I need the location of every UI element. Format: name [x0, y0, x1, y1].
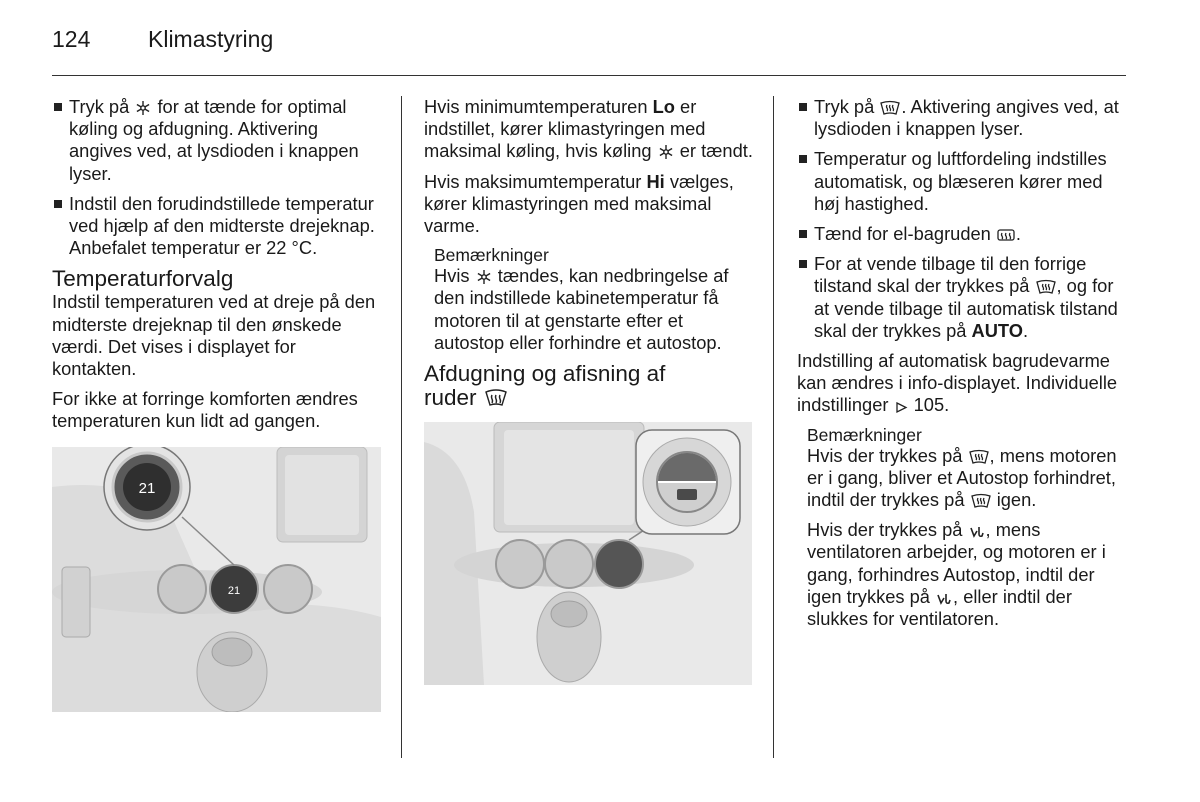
fan-off-icon — [969, 525, 985, 539]
text: Hvis der trykkes på — [807, 444, 963, 466]
section-heading-temperature: Temperaturforvalg — [52, 266, 234, 292]
windscreen-defrost-icon — [971, 493, 991, 509]
paragraph-hi — [424, 171, 754, 238]
bullet-ac-button — [52, 96, 382, 185]
heading-line: Afdugning og afisning af — [424, 361, 666, 387]
lo-label: Lo — [652, 96, 675, 117]
fan-off-icon — [936, 592, 952, 606]
text: Tryk på — [69, 96, 130, 117]
paragraph: Indstil temperaturen ved at dreje på den midterste drejeknap til den ønskede værdi. Det vises i displayet for kontakten. — [52, 291, 376, 380]
note-title: Bemærkninger — [434, 245, 549, 266]
bullet-defrost-button — [797, 96, 1127, 140]
windscreen-defrost-icon — [969, 449, 989, 465]
text: , mens motoren er i gang, bliver et Autostop forhindret, indtil der trykkes på — [807, 444, 1117, 511]
bullet-auto-settings: Temperatur og luftfordeling indstilles automatisk, og blæseren kører med høj hastighed. — [797, 148, 1127, 215]
text: for at tænde for optimal køling og afdugning. Aktivering angives ved, at lysdioden i knappen lyser. — [69, 96, 359, 184]
note-text — [434, 265, 754, 354]
rear-window-heating-icon — [997, 229, 1015, 243]
text: . — [1015, 223, 1022, 245]
knob-small-display: 21 — [227, 584, 241, 597]
note-block — [807, 425, 1127, 631]
text: er indstillet, kører klimastyringen med maksimal køling, hvis køling — [424, 96, 706, 162]
note-text — [807, 445, 1127, 512]
text: For at vende tilbage til den forrige tilstand skal der trykkes på — [814, 253, 1087, 297]
column-3 — [797, 96, 1127, 638]
column-divider-2 — [773, 96, 774, 758]
snowflake-icon — [476, 269, 492, 285]
column-divider-1 — [401, 96, 402, 758]
text: Hvis — [434, 265, 470, 287]
bullet-preset-temperature: Indstil den forudindstillede temperatur ved hjælp af den midterste drejeknap. Anbefalet temperatur er 22 °C. — [52, 193, 382, 260]
note-title: Bemærkninger — [807, 424, 922, 445]
text: . Aktivering angives ved, at lysdioden i knappen lyser. — [814, 96, 1119, 140]
text: Tænd for el-bagruden — [814, 223, 991, 245]
text: tændes, kan nedbringelse af den indstillede kabinetemperatur få motoren til at genstarte efter et autostop eller forhindre et autostop. — [434, 265, 729, 353]
text: Tryk på — [814, 96, 875, 117]
text: Hvis minimumtemperaturen — [424, 96, 648, 117]
header-rule — [52, 75, 1126, 76]
text: er tændt. — [679, 140, 753, 162]
paragraph-lo — [424, 96, 754, 163]
text: Hvis der trykkes på — [807, 519, 963, 541]
column-1 — [52, 96, 382, 712]
paragraph: For ikke at forringe komforten ændres temperaturen kun lidt ad gangen. — [52, 388, 358, 432]
figure-climate-knob — [52, 447, 381, 712]
note-text — [807, 519, 1127, 630]
text: vælges, kører klimastyringen med maksimal varme. — [424, 170, 734, 237]
text: Indstilling af automatisk bagrudevarme kan ændres i info-displayet. Individuelle indstillinger — [797, 350, 1118, 416]
windscreen-defrost-icon — [1036, 279, 1056, 295]
page-number: 124 — [52, 26, 91, 52]
text: igen. — [996, 489, 1037, 511]
snowflake-icon — [658, 144, 674, 160]
bullet-rear-window — [797, 223, 1127, 245]
windscreen-defrost-icon — [484, 388, 508, 408]
windscreen-defrost-icon — [880, 100, 900, 116]
defrost-button-illustration — [424, 422, 752, 685]
hi-label: Hi — [646, 170, 665, 192]
figure-defrost-button — [424, 422, 752, 685]
snowflake-icon — [135, 100, 151, 116]
climate-knob-illustration — [52, 447, 381, 712]
note-block — [434, 245, 754, 354]
column-2 — [424, 96, 754, 685]
text: Hvis maksimumtemperatur — [424, 170, 642, 192]
chapter-title: Klimastyring — [148, 26, 274, 52]
text: . — [1022, 319, 1029, 341]
text: , og for at vende tilbage til automatisk tilstand skal der trykkes på — [814, 275, 1118, 341]
page-reference: 105. — [913, 394, 950, 416]
knob-zoom-display: 21 — [138, 479, 156, 497]
section-heading-defrost — [424, 362, 754, 410]
auto-label: AUTO — [971, 319, 1023, 341]
text: , mens ventilatoren arbejder, og motoren er i gang, forhindres Autostop, indtil der igen trykkes på — [807, 519, 1106, 607]
bullet-return-mode — [797, 253, 1127, 342]
page-reference-icon — [895, 401, 908, 414]
heading-line: ruder — [424, 385, 477, 411]
text: , eller indtil der slukkes for ventilatoren. — [807, 585, 1072, 630]
paragraph-rear-heat — [797, 350, 1127, 417]
